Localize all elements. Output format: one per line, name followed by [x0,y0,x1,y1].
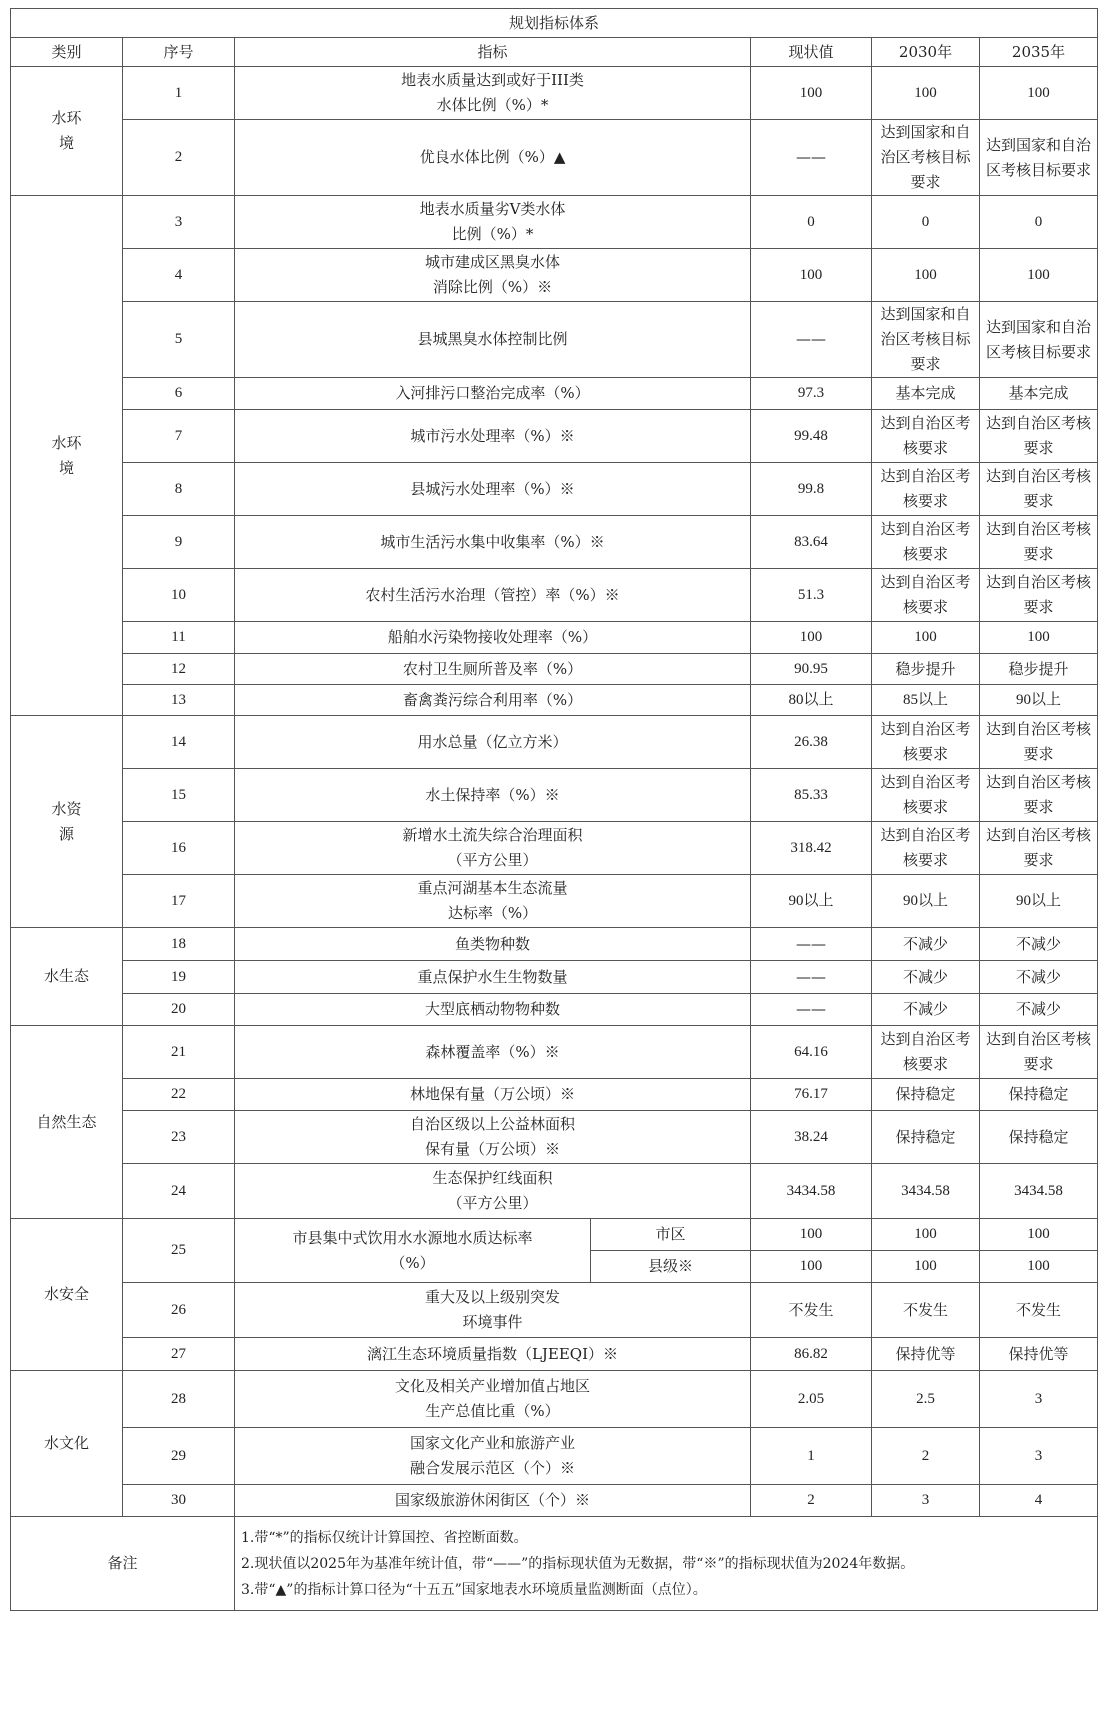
current-value: 100 [751,622,872,654]
value-2030: 100 [872,67,980,120]
indicator-cell: 县城黑臭水体控制比例 [235,302,751,378]
indicator-cell: 县城污水处理率（%）※ [235,463,751,516]
value-2035: 达到自治区考核要求 [980,410,1098,463]
value-2035: 达到自治区考核要求 [980,463,1098,516]
row-number: 21 [123,1026,235,1079]
row-number: 16 [123,822,235,875]
current-value: 99.48 [751,410,872,463]
value-2035: 基本完成 [980,378,1098,410]
current-value: 97.3 [751,378,872,410]
table-row [11,769,1098,822]
value-2030: 达到国家和自治区考核目标要求 [872,120,980,196]
value-2030: 稳步提升 [872,654,980,685]
value-2030: 保持稳定 [872,1079,980,1111]
value-2030: 保持优等 [872,1338,980,1371]
row-number: 7 [123,410,235,463]
indicator-cell: 重大及以上级别突发 环境事件 [235,1283,751,1338]
row-number: 8 [123,463,235,516]
value-2030: 达到自治区考核要求 [872,516,980,569]
row-number: 10 [123,569,235,622]
value-2030: 100 [872,622,980,654]
category-cell: 水安全 [11,1219,123,1371]
value-2035: 达到自治区考核要求 [980,822,1098,875]
value-2035: 100 [980,622,1098,654]
value-2035: 达到自治区考核要求 [980,1026,1098,1079]
planning-indicator-table [10,8,1098,1611]
indicator-cell: 优良水体比例（%）▲ [235,120,751,196]
table-row [11,928,1098,961]
value-2035: 100 [980,67,1098,120]
value-2030: 达到自治区考核要求 [872,569,980,622]
current-value: 3434.58 [751,1164,872,1219]
value-2035: 稳步提升 [980,654,1098,685]
value-2035: 不减少 [980,994,1098,1026]
table-row [11,1428,1098,1485]
current-value: 100 [751,67,872,120]
value-2030: 不减少 [872,961,980,994]
current-value: —— [751,302,872,378]
remark-item: 3.带“▲”的指标计算口径为“十五五”国家地表水环境质量监测断面（点位）。 [241,1581,707,1598]
table-row [11,622,1098,654]
current-value: 64.16 [751,1026,872,1079]
value-2035: 100 [980,249,1098,302]
row-number: 18 [123,928,235,961]
header-current: 现状值 [751,38,872,67]
value-2035: 达到自治区考核要求 [980,769,1098,822]
table-row [11,302,1098,378]
value-2035: 100 [980,1219,1098,1251]
row-number: 12 [123,654,235,685]
table-row [11,1338,1098,1371]
current-value: 38.24 [751,1111,872,1164]
row-number: 3 [123,196,235,249]
current-value: 318.42 [751,822,872,875]
category-cell: 水环境 [11,67,123,196]
table-row [11,249,1098,302]
current-value: 26.38 [751,716,872,769]
category-cell: 水文化 [11,1371,123,1517]
current-value: 90.95 [751,654,872,685]
value-2030: 3434.58 [872,1164,980,1219]
header-number: 序号 [123,38,235,67]
category-cell: 水资源 [11,716,123,928]
indicator-cell: 用水总量（亿立方米） [235,716,751,769]
category-cell: 自然生态 [11,1026,123,1219]
current-value: 83.64 [751,516,872,569]
indicator-cell: 林地保有量（万公顷）※ [235,1079,751,1111]
row-number: 22 [123,1079,235,1111]
row-number: 14 [123,716,235,769]
value-2030: 达到国家和自治区考核目标要求 [872,302,980,378]
indicator-cell: 重点河湖基本生态流量 达标率（%） [235,875,751,928]
current-value: —— [751,928,872,961]
table-row [11,516,1098,569]
sub-indicator-urban: 市区 [591,1219,751,1251]
row-number: 19 [123,961,235,994]
value-2035: 达到自治区考核要求 [980,716,1098,769]
value-2030: 2.5 [872,1371,980,1428]
value-2035: 90以上 [980,685,1098,716]
row-number: 26 [123,1283,235,1338]
indicator-cell: 城市建成区黑臭水体 消除比例（%）※ [235,249,751,302]
indicator-cell: 市县集中式饮用水水源地水质达标率 （%） [235,1219,591,1283]
indicator-cell: 国家文化产业和旅游产业 融合发展示范区（个）※ [235,1428,751,1485]
indicator-cell: 新增水土流失综合治理面积 （平方公里） [235,822,751,875]
value-2035: 达到国家和自治区考核目标要求 [980,120,1098,196]
value-2030: 90以上 [872,875,980,928]
value-2035: 达到自治区考核要求 [980,516,1098,569]
value-2035: 4 [980,1485,1098,1517]
indicator-cell: 自治区级以上公益林面积 保有量（万公顷）※ [235,1111,751,1164]
row-number: 24 [123,1164,235,1219]
indicator-cell: 水土保持率（%）※ [235,769,751,822]
table-row [11,1079,1098,1111]
current-value: 0 [751,196,872,249]
value-2030: 0 [872,196,980,249]
row-number: 11 [123,622,235,654]
indicator-cell: 大型底栖动物物种数 [235,994,751,1026]
value-2030: 达到自治区考核要求 [872,716,980,769]
table-row [11,196,1098,249]
row-number: 29 [123,1428,235,1485]
value-2030: 达到自治区考核要求 [872,1026,980,1079]
table-row [11,822,1098,875]
row-number: 2 [123,120,235,196]
table-row [11,1371,1098,1428]
table-row [11,569,1098,622]
remarks-row [11,1517,1098,1611]
indicator-cell: 鱼类物种数 [235,928,751,961]
indicator-cell: 入河排污口整治完成率（%） [235,378,751,410]
indicator-cell: 城市污水处理率（%）※ [235,410,751,463]
value-2035: 不减少 [980,961,1098,994]
value-2030: 2 [872,1428,980,1485]
value-2030: 100 [872,1251,980,1283]
indicator-cell: 漓江生态环境质量指数（LJEEQI）※ [235,1338,751,1371]
value-2035: 保持稳定 [980,1079,1098,1111]
value-2035: 不发生 [980,1283,1098,1338]
table-row [11,961,1098,994]
value-2030: 达到自治区考核要求 [872,410,980,463]
header-2030: 2030年 [872,38,980,67]
current-value: 2 [751,1485,872,1517]
row-number: 15 [123,769,235,822]
row-number: 25 [123,1219,235,1283]
indicator-cell: 生态保护红线面积 （平方公里） [235,1164,751,1219]
category-cell: 水生态 [11,928,123,1026]
value-2030: 100 [872,249,980,302]
table-row [11,67,1098,120]
table-row [11,120,1098,196]
indicator-cell: 地表水质量达到或好于III类 水体比例（%）* [235,67,751,120]
value-2030: 3 [872,1485,980,1517]
header-indicator: 指标 [235,38,751,67]
value-2035: 3434.58 [980,1164,1098,1219]
table-row [11,410,1098,463]
header-2035: 2035年 [980,38,1098,67]
value-2035: 保持稳定 [980,1111,1098,1164]
row-number: 5 [123,302,235,378]
current-value: 不发生 [751,1283,872,1338]
current-value: 90以上 [751,875,872,928]
value-2030: 不发生 [872,1283,980,1338]
value-2030: 达到自治区考核要求 [872,463,980,516]
indicator-cell: 森林覆盖率（%）※ [235,1026,751,1079]
indicator-cell: 城市生活污水集中收集率（%）※ [235,516,751,569]
indicator-cell: 文化及相关产业增加值占地区 生产总值比重（%） [235,1371,751,1428]
value-2035: 3 [980,1371,1098,1428]
row-number: 23 [123,1111,235,1164]
current-value: 80以上 [751,685,872,716]
remark-item: 1.带“*”的指标仅统计计算国控、省控断面数。 [241,1529,528,1546]
indicator-cell: 农村卫生厕所普及率（%） [235,654,751,685]
remark-item: 2.现状值以2025年为基准年统计值，带“——”的指标现状值为无数据，带“※”的指标现状值为2024年数据。 [241,1555,915,1572]
category-cell: 水环境 [11,196,123,716]
value-2030: 达到自治区考核要求 [872,769,980,822]
value-2035: 达到自治区考核要求 [980,569,1098,622]
row-number: 4 [123,249,235,302]
current-value: 51.3 [751,569,872,622]
row-number: 13 [123,685,235,716]
table-row [11,1164,1098,1219]
row-number: 6 [123,378,235,410]
current-value: 2.05 [751,1371,872,1428]
current-value: 100 [751,249,872,302]
table-row [11,716,1098,769]
value-2035: 保持优等 [980,1338,1098,1371]
current-value: 100 [751,1219,872,1251]
indicator-cell: 重点保护水生生物数量 [235,961,751,994]
value-2030: 保持稳定 [872,1111,980,1164]
header-category: 类别 [11,38,123,67]
row-number: 17 [123,875,235,928]
row-number: 9 [123,516,235,569]
row-number: 30 [123,1485,235,1517]
table-row [11,875,1098,928]
table-row [11,378,1098,410]
value-2030: 不减少 [872,928,980,961]
current-value: 76.17 [751,1079,872,1111]
table-row [11,994,1098,1026]
table-row [11,685,1098,716]
indicator-cell: 地表水质量劣V类水体 比例（%）* [235,196,751,249]
value-2035: 达到国家和自治区考核目标要求 [980,302,1098,378]
table-row [11,654,1098,685]
value-2030: 85以上 [872,685,980,716]
value-2035: 0 [980,196,1098,249]
value-2030: 100 [872,1219,980,1251]
sub-indicator-county: 县级※ [591,1251,751,1283]
indicator-cell: 国家级旅游休闲街区（个）※ [235,1485,751,1517]
value-2035: 3 [980,1428,1098,1485]
table-row [11,1283,1098,1338]
value-2035: 90以上 [980,875,1098,928]
row-number: 1 [123,67,235,120]
value-2030: 基本完成 [872,378,980,410]
current-value: —— [751,961,872,994]
current-value: 86.82 [751,1338,872,1371]
value-2030: 达到自治区考核要求 [872,822,980,875]
value-2035: 不减少 [980,928,1098,961]
value-2035: 100 [980,1251,1098,1283]
indicator-cell: 畜禽粪污综合利用率（%） [235,685,751,716]
current-value: —— [751,120,872,196]
current-value: 99.8 [751,463,872,516]
row-number: 28 [123,1371,235,1428]
row-number: 27 [123,1338,235,1371]
table-row [11,1219,1098,1251]
current-value: 85.33 [751,769,872,822]
table-row [11,1485,1098,1517]
table-title: 规划指标体系 [11,9,1098,38]
remarks-content [235,1517,1098,1611]
value-2030: 不减少 [872,994,980,1026]
current-value: —— [751,994,872,1026]
row-number: 20 [123,994,235,1026]
current-value: 1 [751,1428,872,1485]
table-row [11,463,1098,516]
current-value: 100 [751,1251,872,1283]
table-row [11,1111,1098,1164]
indicator-cell: 船舶水污染物接收处理率（%） [235,622,751,654]
indicator-cell: 农村生活污水治理（管控）率（%）※ [235,569,751,622]
table-row [11,1026,1098,1079]
remarks-label: 备注 [11,1517,235,1611]
